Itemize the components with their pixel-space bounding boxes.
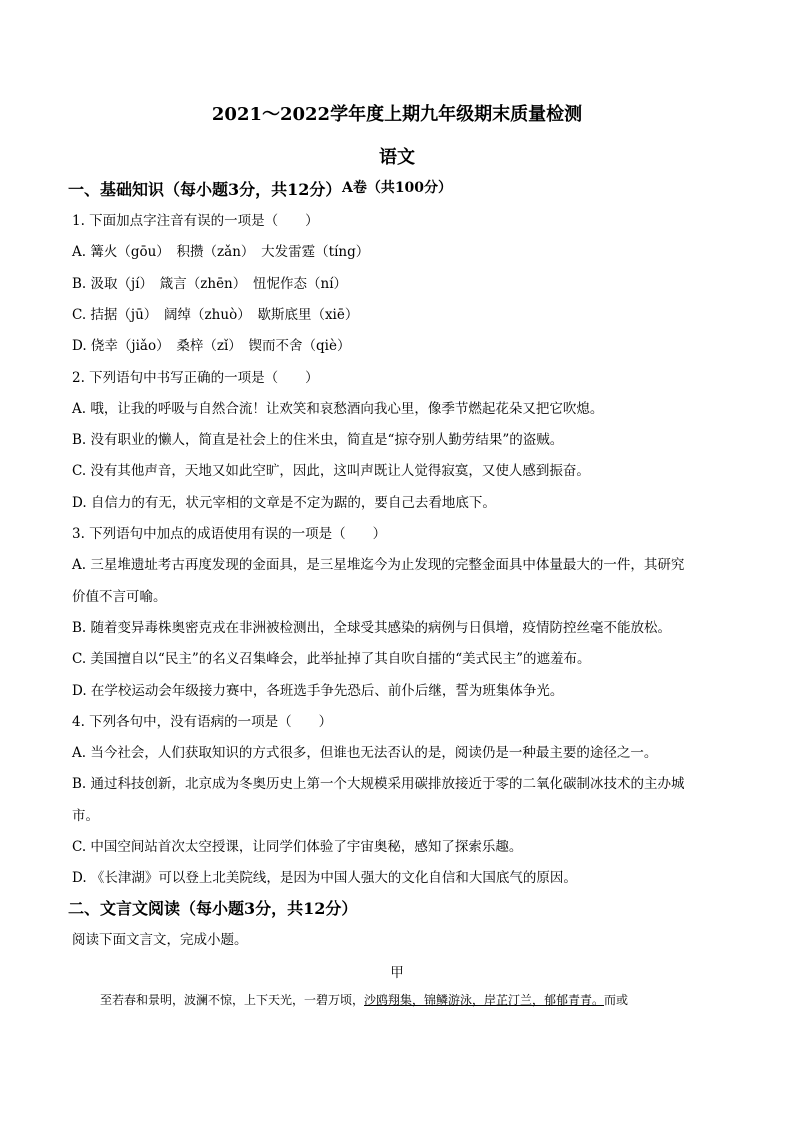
passage-text: 至若春和景明，波澜不惊，上下天光，一碧万顷， <box>100 993 365 1007</box>
passage-underlined: 沙鸥翔集，锦鳞游泳，岸芷汀兰，郁郁青青。 <box>364 993 605 1007</box>
subject-title: 语文 <box>379 147 415 168</box>
question-line: A. 三星堆遗址考古再度发现的金面具，是三星堆迄今为止发现的完整金面具中体量最大的一件，其研究 <box>72 557 685 574</box>
question-line: B. 汲取（jí） 箴言（zhēn） 忸怩作态（ní） <box>72 275 348 292</box>
question-line: D. 侥幸（jiǎo） 桑梓（zǐ） 锲而不舍（qiè） <box>72 338 351 355</box>
question-line: A. 当今社会，人们获取知识的方式很多，但谁也无法否认的是，阅读仍是一种最主要的途径之一。 <box>72 745 658 762</box>
section-heading-1: 一、基础知识（每小题3分，共12分） <box>68 180 342 199</box>
question-line: B. 通过科技创新，北京成为冬奥历史上第一个大规模采用碳排放接近于零的二氧化碳制冰技术的主办城 <box>72 776 685 793</box>
question-line: C. 美国擅自以“民主”的名义召集峰会，此举扯掉了其自吹自擂的“美式民主”的遮羞布。 <box>72 651 591 668</box>
section-heading-2: 二、文言文阅读（每小题3分，共12分） <box>68 899 358 918</box>
instruction: 阅读下面文言文，完成小题。 <box>72 932 248 948</box>
question-line: B. 随着变异毒株奥密克戎在非洲被检测出，全球受其感染的病例与日俱增，疫情防控丝毫不能放松。 <box>72 619 672 636</box>
passage-label: 甲 <box>390 965 404 981</box>
question-line: 3. 下列语句中加点的成语使用有误的一项是（ ） <box>72 526 387 542</box>
question-line: 价值不言可喻。 <box>72 588 167 605</box>
classical-passage <box>100 991 628 1009</box>
question-line: C. 中国空间站首次太空授课，让同学们体验了宇宙奥秘，感知了探索乐趣。 <box>72 839 523 855</box>
question-line: A. 篝火（gōu） 积攒（zǎn） 大发雷霆（tíng） <box>72 244 370 261</box>
exam-title: 2021～2022学年度上期九年级期末质量检测 <box>211 104 583 125</box>
question-line: 1. 下面加点字注音有误的一项是（ ） <box>72 213 319 229</box>
question-line: D. 在学校运动会年级接力赛中，各班选手争先恐后、前仆后继，誓为班集体争光。 <box>72 682 564 699</box>
question-line: 市。 <box>72 807 99 824</box>
question-line: D. 《长津湖》可以登上北美院线，是因为中国人强大的文化自信和大国底气的原因。 <box>72 870 577 887</box>
question-line: B. 没有职业的懒人，简直是社会上的住米虫，简直是“掠夺别人勤劳结果”的盗贼。 <box>72 432 564 449</box>
question-line: C. 没有其他声音，天地又如此空旷，因此，这叫声既让人觉得寂寞，又使人感到振奋。 <box>72 463 590 480</box>
question-line: 2. 下列语句中书写正确的一项是（ ） <box>72 369 319 386</box>
question-line: C. 拮据（jū） 阔绰（zhuò） 歇斯底里（xiē） <box>72 306 359 323</box>
volume-heading: A卷（共100分） <box>341 180 453 196</box>
question-line: A. 哦，让我的呼吸与自然合流！让欢笑和哀愁酒向我心里，像季节燃起花朵又把它吹熄。 <box>72 400 604 417</box>
question-line: D. 自信力的有无，状元宰相的文章是不定为踞的，要自己去看地底下。 <box>72 494 496 511</box>
question-line: 4. 下列各句中，没有语病的一项是（ ） <box>72 713 333 730</box>
passage-text: 而或 <box>604 993 629 1007</box>
